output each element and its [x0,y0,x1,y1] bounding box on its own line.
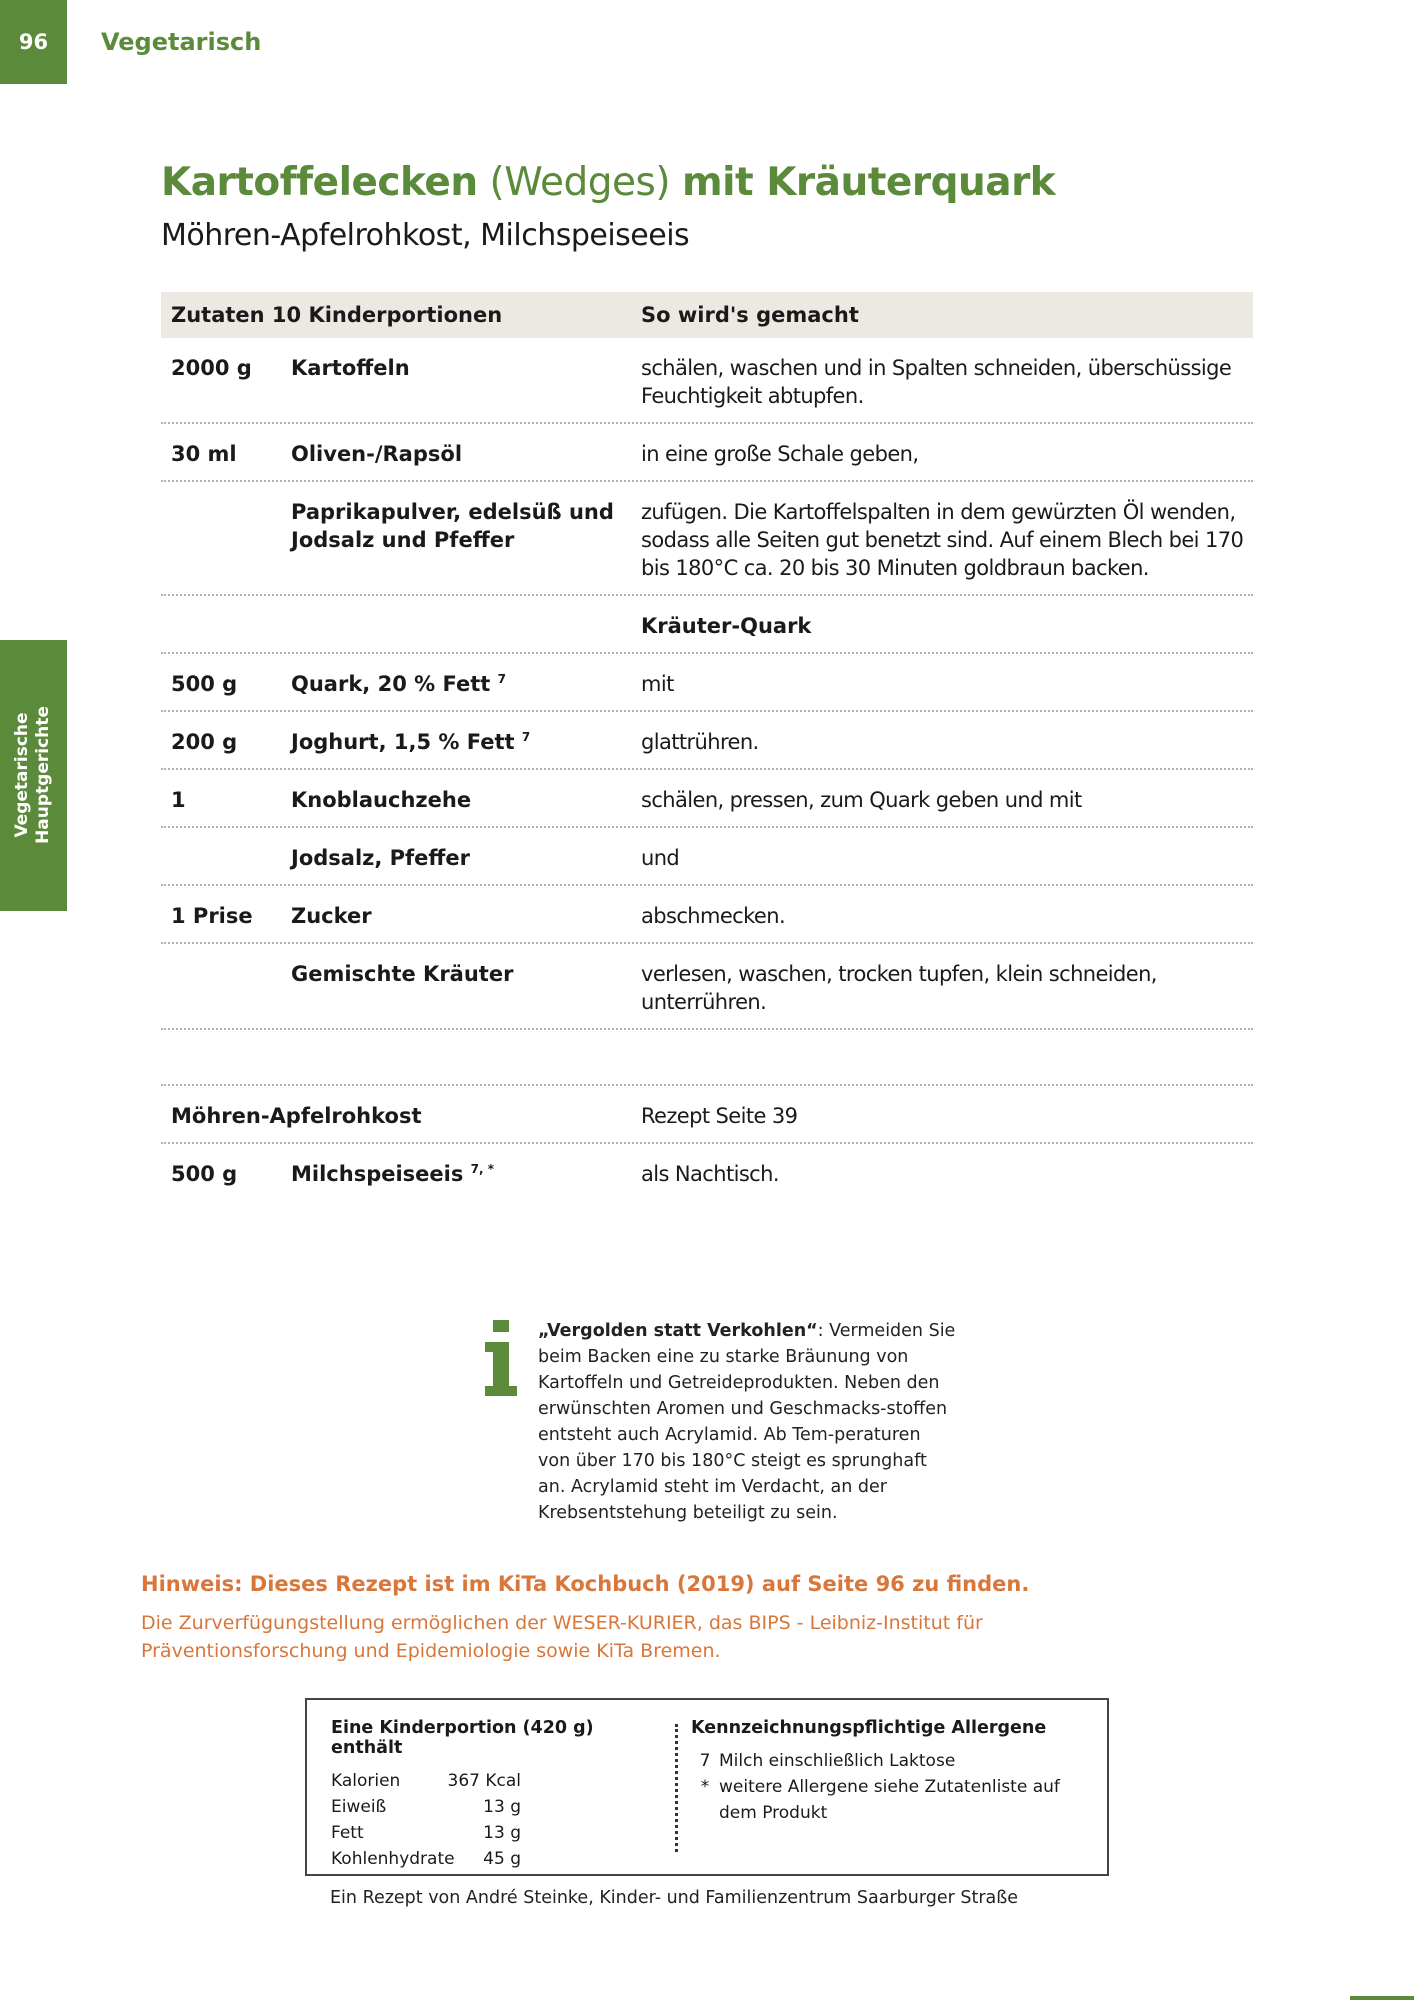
nutrition-label: Eiweiß [331,1797,387,1817]
ingredient-name [291,902,641,930]
info-icon [485,1320,521,1398]
nutrition-row [331,1768,671,1794]
side-tab-line1: Vegetarische [12,712,32,838]
dessert-ingredient [291,1160,641,1188]
method-step: in eine große Schale geben, [641,442,919,466]
dessert-ingredient-name: Milchspeiseeis [291,1162,464,1186]
ingredient-amount: 1 Prise [171,904,253,928]
recipe-credit: Ein Rezept von André Steinke, Kinder- und Familienzentrum Saarburger Straße [330,1888,1019,1908]
side-tab-line2: Hauptgerichte [33,706,53,844]
dessert-amount: 500 g [171,1162,238,1186]
nutrition-panel [331,1718,671,1872]
nutrition-row [331,1794,671,1820]
dessert-step: als Nachtisch. [641,1162,779,1186]
ingredient-amount: 1 [171,788,186,812]
recipe-title [161,160,1055,205]
ingredient-amount: 30 ml [171,442,237,466]
nutrition-box [305,1698,1109,1876]
ingredient-label: Oliven-/Rapsöl [291,442,463,466]
side-name: Möhren-Apfelrohkost [171,1104,422,1128]
page-number: 96 [0,0,67,84]
ingredient-label: Quark, 20 % Fett [291,672,491,696]
ingredient-label: Gemischte Kräuter [291,962,514,986]
method-step: verlesen, waschen, trocken tupfen, klein schneiden, unterrühren. [641,962,1157,1014]
nutrition-heading: Eine Kinderportion (420 g) enthält [331,1718,594,1758]
ingredient-name [291,786,641,814]
ingredient-name [291,498,641,582]
nutrition-value: 13 g [483,1823,521,1843]
method-step: schälen, waschen und in Spalten schneiden, überschüssige Feuchtigkeit abtupfen. [641,356,1232,408]
method-step: glattrühren. [641,730,759,754]
table-row [161,482,1253,596]
method-step: Kräuter-Quark [641,614,812,638]
hint-title: Hinweis: Dieses Rezept ist im KiTa Kochbuch (2019) auf Seite 96 zu finden. [141,1572,1030,1596]
allergen-panel [691,1718,1091,1826]
ingredient-name [291,354,641,410]
allergen-item [691,1748,1091,1774]
nutrition-value: 13 g [483,1797,521,1817]
side-tab-label [12,706,54,844]
allergen-item [691,1774,1091,1826]
side-row [161,1084,1253,1144]
ingredient-name [291,612,641,640]
corner-bar [1350,1996,1414,2000]
ingredient-label: Knoblauchzehe [291,788,472,812]
table-row [161,944,1253,1030]
ingredient-amount: 2000 g [171,356,252,380]
ingredient-amount [161,844,291,872]
method-step: mit [641,672,674,696]
title-part3: mit Kräuterquark [681,160,1056,205]
ingredient-name [291,960,641,1016]
nutrition-row [331,1846,671,1872]
table-header [161,292,1253,338]
recipe-subtitle: Möhren-Apfelrohkost, Milchspeiseeis [161,218,690,253]
allergen-code: 7 [699,1751,711,1771]
ingredient-amount [161,960,291,1016]
nutrition-label: Fett [331,1823,364,1843]
side-step: Rezept Seite 39 [641,1104,798,1128]
dotted-divider [675,1724,678,1852]
dessert-row [161,1144,1253,1200]
method-step: zufügen. Die Kartoffelspalten in dem gewürzten Öl wenden, sodass alle Seiten gut benetzt sind. Auf einem Blech bei 170 bis 180°C ca. 20 bis 30 Minuten goldbraun backen. [641,500,1244,580]
method-step: abschmecken. [641,904,786,928]
title-part1: Kartoffelecken [161,160,478,205]
allergen-code: * [700,1777,710,1797]
recipe-table [161,292,1253,1200]
section-title: Vegetarisch [101,28,262,56]
ingredient-label: Paprikapulver, edelsüß und Jodsalz und Pfeffer [291,500,614,552]
ingredient-amount [161,612,291,640]
method-step: und [641,846,680,870]
nutrition-value: 367 Kcal [447,1771,521,1791]
info-bold: „Vergolden statt Verkohlen“ [538,1321,818,1341]
nutrition-label: Kohlenhydrate [331,1849,455,1869]
table-row [161,338,1253,424]
title-part2: (Wedges) [489,160,671,205]
ingredient-amount: 200 g [171,730,238,754]
info-text [538,1318,958,1526]
ingredient-amount [161,498,291,582]
method-header: So wird's gemacht [641,303,859,327]
ingredient-label: Jodsalz, Pfeffer [291,846,471,870]
table-row [161,712,1253,770]
table-row [161,828,1253,886]
allergen-text: Milch einschließlich Laktose [719,1751,956,1771]
table-row [161,770,1253,828]
allergen-text: weitere Allergene siehe Zutatenliste auf dem Produkt [719,1777,1060,1823]
ingredient-name [291,728,641,756]
method-step: schälen, pressen, zum Quark geben und mit [641,788,1082,812]
ingredient-name [291,844,641,872]
footnote: 7 [521,730,531,744]
ingredient-label: Kartoffeln [291,356,410,380]
nutrition-row [331,1820,671,1846]
nutrition-label: Kalorien [331,1771,401,1791]
ingredients-header: Zutaten 10 Kinderportionen [171,303,503,327]
ingredient-amount: 500 g [171,672,238,696]
ingredient-label: Zucker [291,904,372,928]
info-body: : Vermeiden Sie beim Backen eine zu starke Bräunung von Kartoffeln und Getreideprodukten. Neben den erwünschten Aromen und Geschmacks-stoffen entsteht auch Acrylamid. Ab Tem-peraturen von über 170 bis 180°C steigt es sprunghaft an. Acrylamid steht im Verdacht, an der Krebsentstehung beteiligt zu sein. [538,1321,956,1523]
hint-text: Die Zurverfügungstellung ermöglichen der WESER-KURIER, das BIPS - Leibniz-Institut für Präventionsforschung und Epidemiologie sowie KiTa Bremen. [141,1612,983,1662]
table-row [161,654,1253,712]
ingredient-label: Joghurt, 1,5 % Fett [291,730,515,754]
ingredient-name [291,670,641,698]
table-row [161,424,1253,482]
nutrition-value: 45 g [483,1849,521,1869]
table-row [161,596,1253,654]
ingredient-name [291,440,641,468]
allergen-heading: Kennzeichnungspflichtige Allergene [691,1718,1047,1738]
dessert-footnote: 7, * [470,1162,495,1176]
footnote: 7 [497,672,506,686]
table-row [161,886,1253,944]
